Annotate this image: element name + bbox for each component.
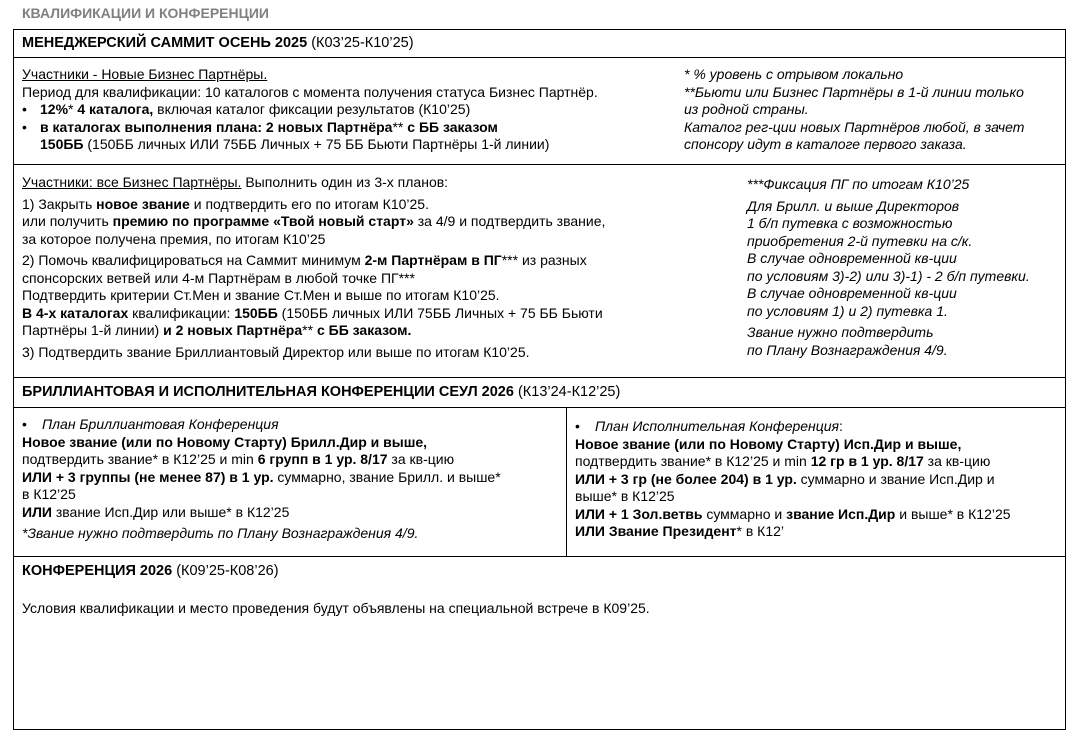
note: по условиям 3)-2) или 3)-1) - 2 б/п путевки. xyxy=(747,267,1030,284)
condition-line: ИЛИ + 1 Зол.ветвь суммарно и звание Исп.Дир и выше* в К12’25 xyxy=(575,505,1011,522)
condition-line: выше* в К12’25 xyxy=(575,488,675,504)
condition-line: подтвердить звание* в К12’25 и min 12 гр в 1 ур. 8/17 за кв-цию xyxy=(575,453,991,469)
note: * % уровень с отрывом локально xyxy=(684,66,904,82)
note: Для Брилл. и выше Директоров xyxy=(747,197,960,214)
condition-line: Новое звание (или по Новому Старту) Брилл.Дир и выше, xyxy=(22,433,428,450)
conference-title: КОНФЕРЕНЦИЯ 2026 xyxy=(22,563,173,579)
plan-2: 2) Помочь квалифицироваться на Саммит минимум 2-м Партнёрам в ПГ*** из разных xyxy=(22,252,587,268)
note: В случае одновременной кв-ции xyxy=(747,285,957,301)
plans-intro: Выполнить один из 3-х планов: xyxy=(241,174,449,190)
list-item: • в каталогах выполнения плана: 2 новых Партнёра** с ББ заказом xyxy=(22,118,498,135)
plan-3: 3) Подтвердить звание Бриллиантовый Директор или выше по итогам К10’25. xyxy=(22,343,530,360)
conference-header xyxy=(22,563,279,581)
summit-title: МЕНЕДЖЕРСКИЙ САММИТ ОСЕНЬ 2025 xyxy=(22,35,308,51)
all-partners-conditions xyxy=(22,174,605,361)
conference-text: Условия квалификации и место проведения будут объявлены на специальной встрече в К09’25. xyxy=(22,600,650,616)
condition-line: ИЛИ звание Исп.Дир или выше* в К12’25 xyxy=(22,503,290,520)
qualifications-table xyxy=(13,29,1066,730)
plan-1-line: за которое получена премия, по итогам К10’25 xyxy=(22,230,326,247)
note: 1 б/п путевка с возможностью xyxy=(747,215,953,231)
note: приобретения 2-й путевки на с/к. xyxy=(747,232,973,249)
plan-2-line: В 4-х каталогах квалификации: 150ББ (150ББ личных ИЛИ 75ББ Личных + 75 ББ Бьюти xyxy=(22,304,603,321)
summit-period: (К03’25-К10’25) xyxy=(311,35,414,51)
footnote: *Звание нужно подтвердить по Плану Вознаграждения 4/9. xyxy=(22,525,419,541)
condition-line: подтвердить звание* в К12’25 и min 6 групп в 1 ур. 8/17 за кв-цию xyxy=(22,451,455,467)
executive-conference-plan xyxy=(575,418,1011,541)
plan-2-line: Партнёры 1-й линии) и 2 новых Партнёра** с ББ заказом. xyxy=(22,322,412,338)
list-item-continuation: 150ББ (150ББ личных ИЛИ 75ББ Личных + 75 ББ Бьюти Партнёры 1-й линии) xyxy=(40,136,550,152)
divider xyxy=(14,407,1065,408)
condition-line: в К12’25 xyxy=(22,486,76,502)
diamond-conference-plan xyxy=(22,416,501,543)
condition-line: ИЛИ + 3 гр (не более 204) в 1 ур. суммарно и звание Исп.Дир и xyxy=(575,470,995,487)
new-partners-notes xyxy=(684,66,1024,154)
condition-line: ИЛИ Звание Президент* в К12’ xyxy=(575,523,785,539)
plan-2-line: спонсорских ветвей или 4-м Партнёрам в любой точке ПГ*** xyxy=(22,269,415,286)
qualification-period: Период для квалификации: 10 каталогов с момента получения статуса Бизнес Партнёр. xyxy=(22,83,598,100)
note: по условиям 1) и 2) путевка 1. xyxy=(747,302,948,319)
note: Каталог рег-ции новых Партнёров любой, в зачет xyxy=(684,118,1025,135)
new-partners-conditions xyxy=(22,66,598,154)
page-title: КВАЛИФИКАЦИИ И КОНФЕРЕНЦИИ xyxy=(22,5,269,21)
condition-line: Новое звание (или по Новому Старту) Исп.Дир и выше, xyxy=(575,435,962,452)
condition-line: ИЛИ + 3 группы (не менее 87) в 1 ур. суммарно, звание Брилл. и выше* xyxy=(22,468,501,485)
conference-period: (К09’25-К08’26) xyxy=(172,563,279,579)
summit-header xyxy=(22,35,414,53)
note: **Бьюти или Бизнес Партнёры в 1-й линии только xyxy=(684,83,1024,100)
plan-1: 1) Закрыть новое звание и подтвердить его по итогам К10’25. xyxy=(22,195,429,212)
seoul-title: БРИЛЛИАНТОВАЯ И ИСПОЛНИТЕЛЬНАЯ КОНФЕРЕНЦИИ СЕУЛ 2026 xyxy=(22,384,514,400)
plan-1-line: или получить премию по программе «Твой новый старт» за 4/9 и подтвердить звание, xyxy=(22,213,606,229)
note: из родной страны. xyxy=(684,101,809,117)
note: спонсору идут в каталоге первого заказа. xyxy=(684,136,967,152)
divider xyxy=(14,57,1065,58)
note: В случае одновременной кв-ции xyxy=(747,250,957,266)
plan-heading: • План Исполнительная Конференция: xyxy=(575,418,843,434)
divider xyxy=(566,407,567,556)
note: ***Фиксация ПГ по итогам К10’25 xyxy=(747,176,970,192)
conference-text-block xyxy=(22,600,650,618)
list-item: • 12%* 4 каталога, включая каталог фиксации результатов (К10’25) xyxy=(22,101,471,117)
note: по Плану Вознаграждения 4/9. xyxy=(747,341,948,358)
all-partners-notes xyxy=(747,176,1030,359)
divider xyxy=(14,164,1065,165)
new-partners-heading: Участники - Новые Бизнес Партнёры. xyxy=(22,66,268,82)
seoul-period: (К13’24-К12’25) xyxy=(513,384,621,400)
plan-2-line: Подтвердить критерии Ст.Мен и звание Ст.Мен и выше по итогам К10’25. xyxy=(22,287,500,303)
divider xyxy=(14,377,1065,378)
plan-heading: • План Бриллиантовая Конференция xyxy=(22,416,279,432)
note: Звание нужно подтвердить xyxy=(747,324,934,340)
divider xyxy=(14,556,1065,557)
seoul-header xyxy=(22,384,620,402)
all-partners-heading: Участники: все Бизнес Партнёры. xyxy=(22,174,242,190)
